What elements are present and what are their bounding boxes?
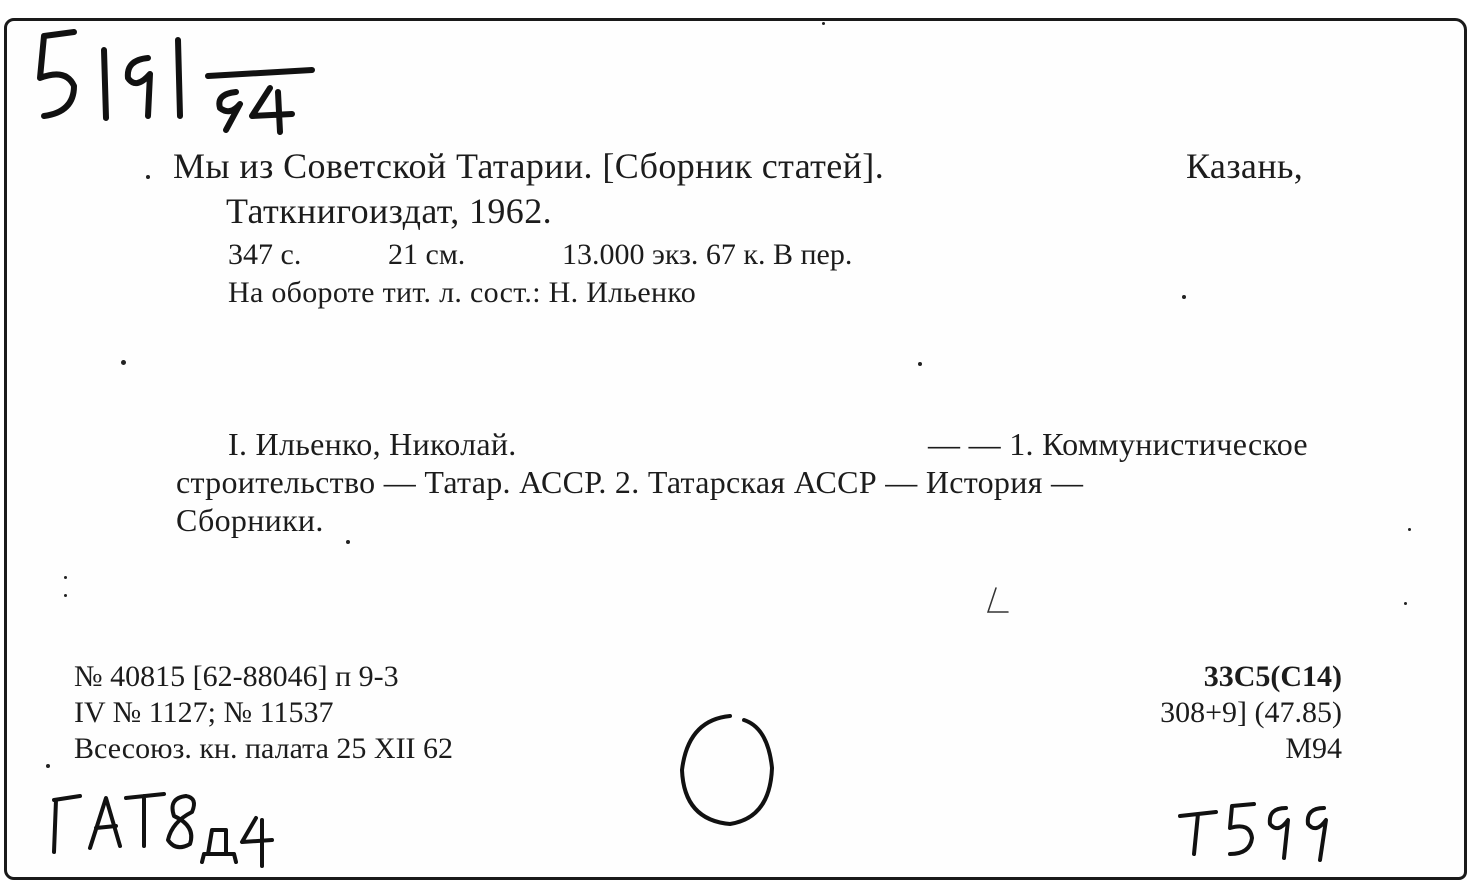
hand-drawn-circle	[668, 708, 788, 838]
speck	[822, 22, 825, 25]
tracing-line-3: Сборники.	[176, 502, 324, 538]
entry-size: 21 см.	[388, 238, 466, 271]
handwritten-code-left	[40, 782, 300, 872]
speck	[1408, 528, 1411, 531]
speck	[346, 540, 350, 544]
speck	[918, 362, 922, 366]
author-mark: М94	[1285, 732, 1342, 765]
speck	[1182, 295, 1186, 299]
speck	[146, 175, 150, 179]
handwritten-code-right	[1174, 794, 1344, 870]
record-line-1: № 40815 [62-88046] п 9-3	[74, 660, 399, 693]
speck	[64, 594, 67, 597]
entry-title-line: Мы из Советской Татарии. [Сборник статей].	[173, 146, 885, 186]
speck	[46, 764, 50, 768]
record-line-3: Всесоюз. кн. палата 25 XII 62	[74, 732, 454, 765]
classification-code: 33С5(С14)	[1203, 660, 1342, 693]
entry-publisher-line: Таткнигоиздат, 1962.	[226, 191, 552, 231]
handwritten-shelfmark	[30, 20, 330, 135]
speck	[1404, 602, 1407, 605]
entry-run-price: 13.000 экз. 67 к. В пер.	[562, 238, 853, 271]
tracing-line-1-right: — — 1. Коммунистическое	[928, 426, 1308, 462]
pencil-mark	[982, 584, 1012, 620]
entry-place: Казань,	[1186, 146, 1304, 186]
classification-number: 308+9] (47.85)	[1160, 696, 1342, 729]
record-line-2: IV № 1127; № 11537	[74, 696, 334, 729]
entry-pages: 347 с.	[228, 238, 302, 271]
entry-note: На обороте тит. л. сост.: Н. Ильенко	[228, 276, 697, 309]
tracing-line-2: строительство — Татар. АССР. 2. Татарская АССР — История —	[176, 464, 1084, 500]
tracing-line-1-left: I. Ильенко, Николай.	[228, 426, 517, 462]
speck	[121, 360, 126, 365]
speck	[64, 576, 67, 579]
